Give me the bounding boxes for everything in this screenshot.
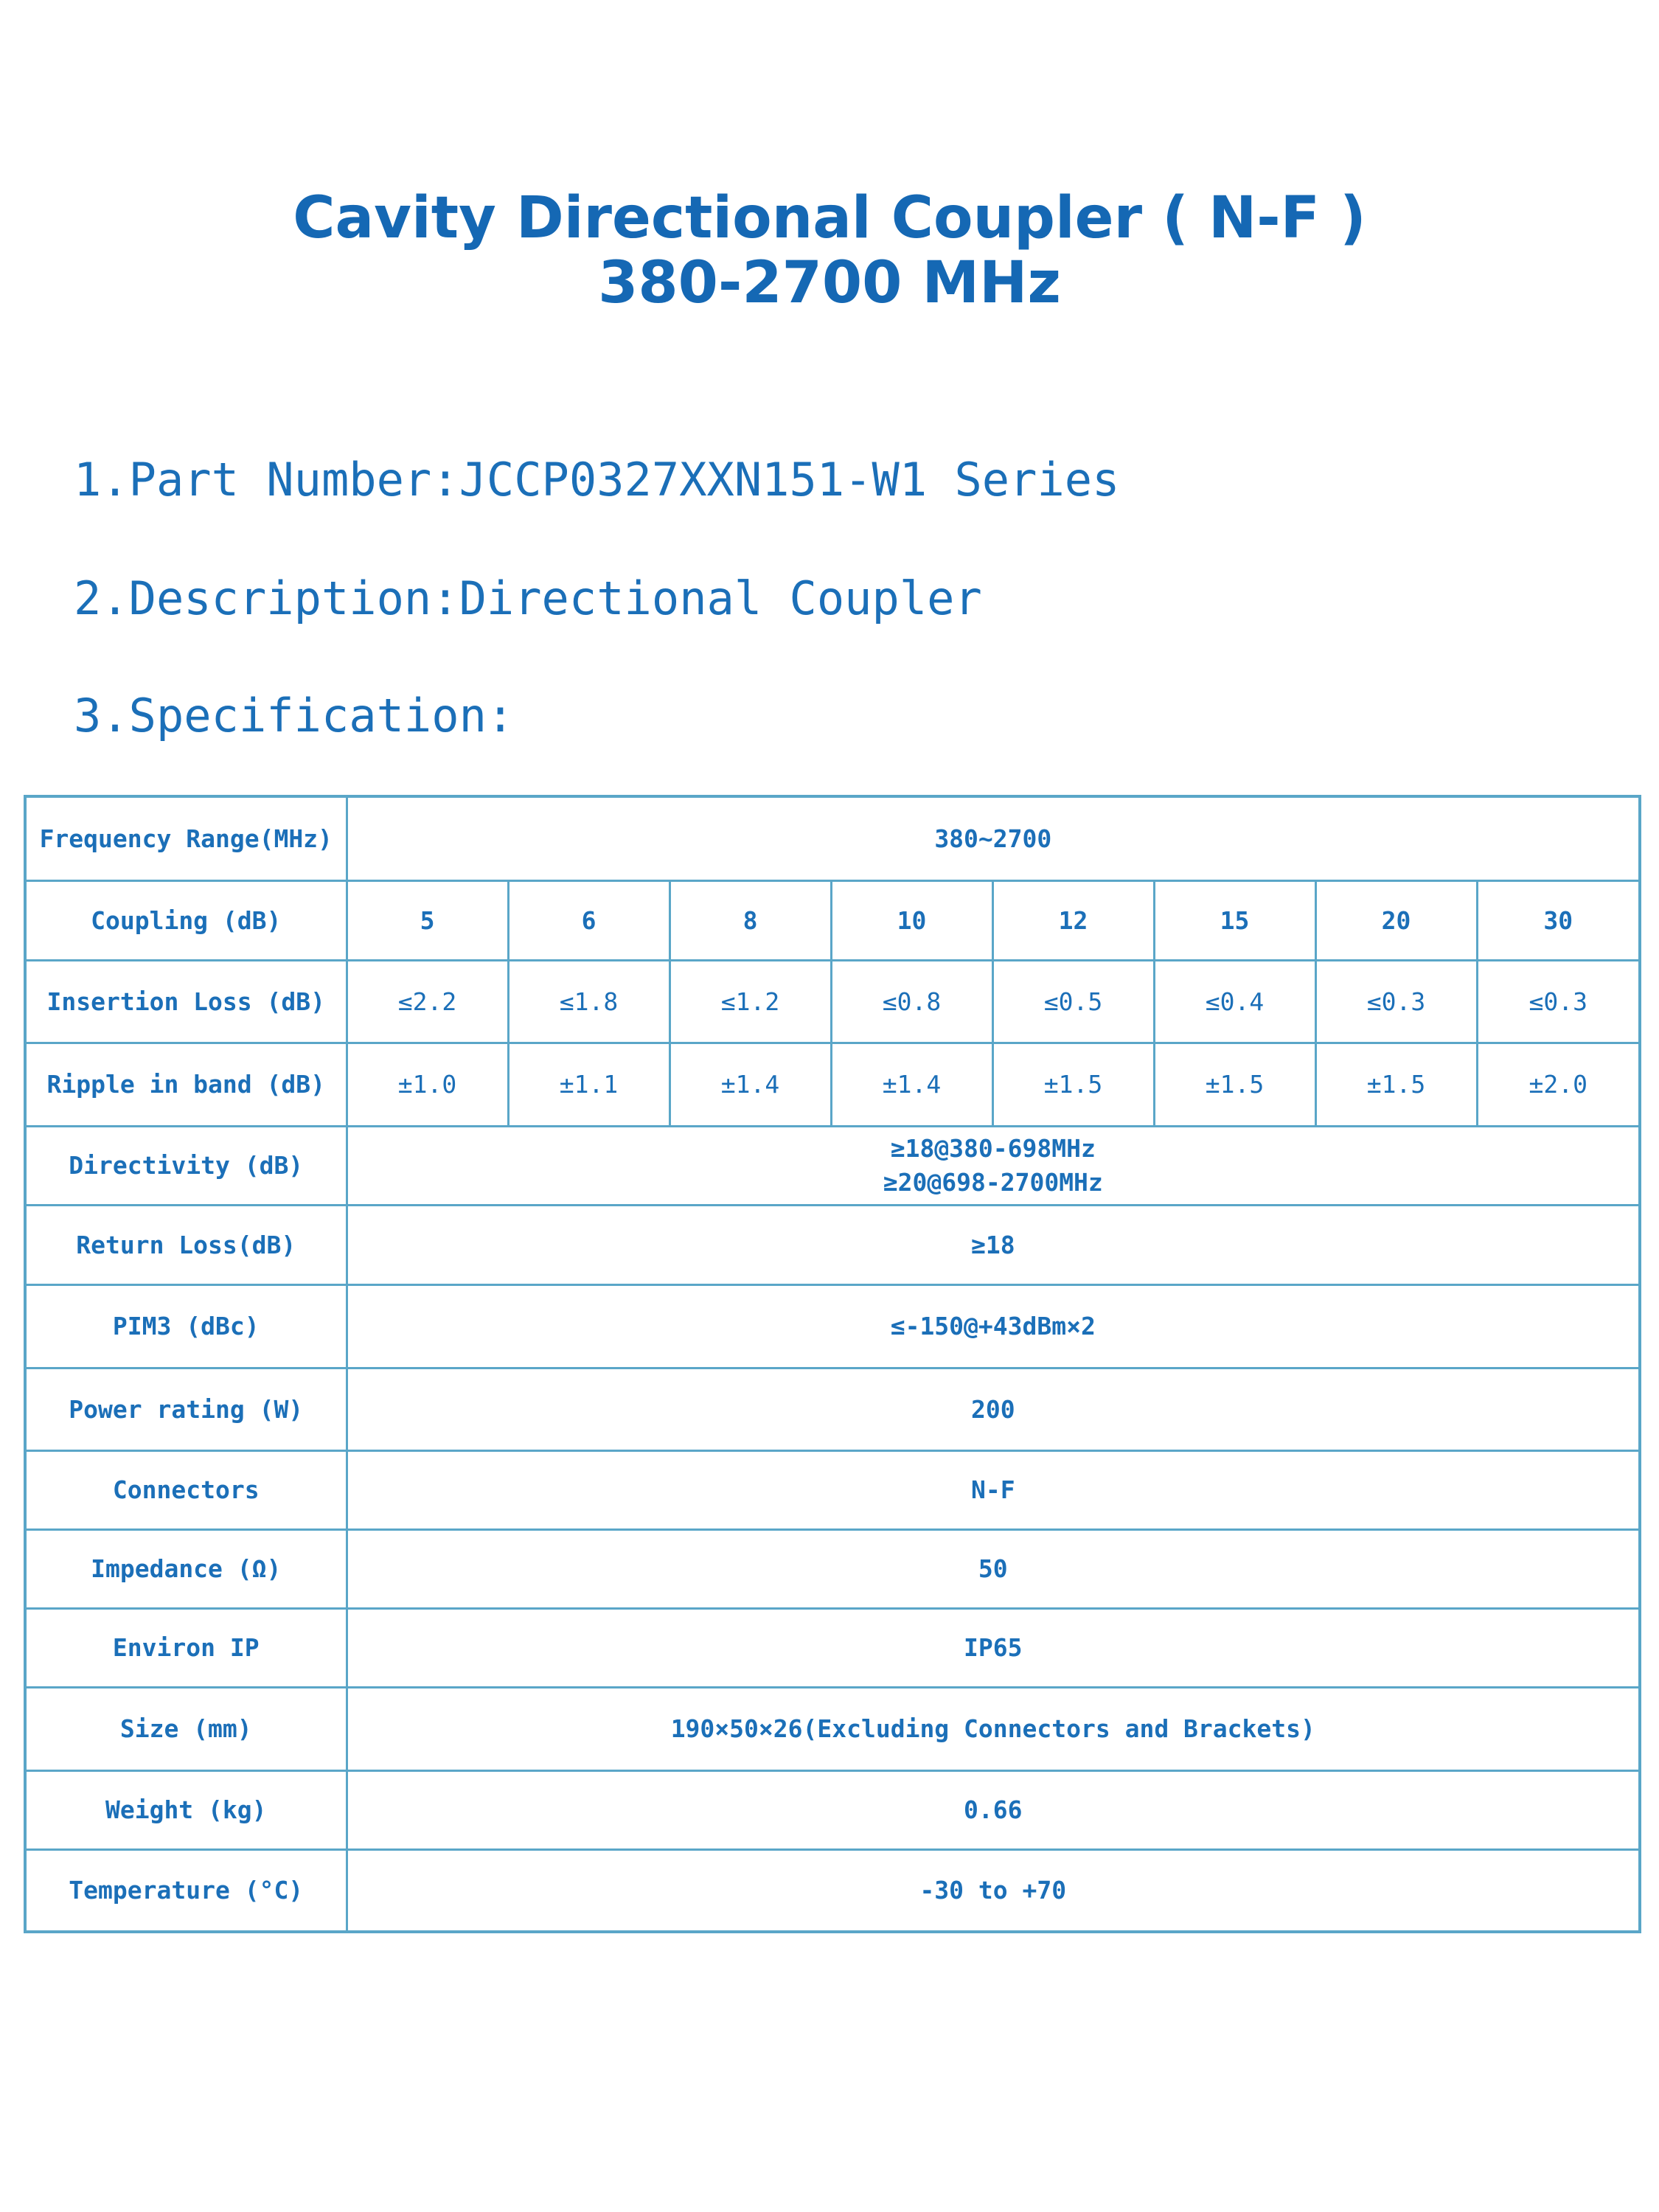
label-insertion-loss: Insertion Loss (dB) — [25, 960, 347, 1043]
value-coupling: 12 — [992, 880, 1154, 960]
value-ripple: ±1.4 — [669, 1043, 831, 1126]
value-environ-ip: IP65 — [347, 1608, 1640, 1687]
label-frequency-range: Frequency Range(MHz) — [25, 796, 347, 880]
section-part-number: 1.Part Number:JCCP0327XXN151-W1 Series — [74, 453, 1120, 507]
value-directivity — [347, 1126, 1640, 1205]
section-specification: 3.Specification: — [74, 689, 515, 742]
value-power-rating: 200 — [347, 1368, 1640, 1450]
label-connectors: Connectors — [25, 1450, 347, 1529]
section-description: 2.Description:Directional Coupler — [74, 571, 982, 625]
table-row-weight — [25, 1770, 1640, 1849]
value-connectors: N-F — [347, 1450, 1640, 1529]
value-coupling: 30 — [1477, 880, 1640, 960]
table-row-frequency-range — [25, 796, 1640, 880]
value-directivity-high-band: ≥20@698-2700MHz — [883, 1167, 1103, 1197]
label-environ-ip: Environ IP — [25, 1608, 347, 1687]
table-row-insertion-loss — [25, 960, 1640, 1043]
value-pim3: ≤-150@+43dBm×2 — [347, 1284, 1640, 1368]
table-row-connectors — [25, 1450, 1640, 1529]
table-row-environ-ip — [25, 1608, 1640, 1687]
value-insertion-loss: ≤1.8 — [508, 960, 669, 1043]
value-coupling: 6 — [508, 880, 669, 960]
value-insertion-loss: ≤0.4 — [1154, 960, 1315, 1043]
value-impedance: 50 — [347, 1529, 1640, 1608]
value-frequency-range: 380~2700 — [347, 796, 1640, 880]
value-coupling: 5 — [347, 880, 508, 960]
value-ripple: ±1.5 — [992, 1043, 1154, 1126]
document-title: Cavity Directional Coupler ( N-F ) — [293, 185, 1366, 251]
value-insertion-loss: ≤0.3 — [1315, 960, 1477, 1043]
value-ripple: ±1.5 — [1154, 1043, 1315, 1126]
label-coupling: Coupling (dB) — [25, 880, 347, 960]
value-directivity-low-band: ≥18@380-698MHz — [890, 1133, 1096, 1163]
label-size: Size (mm) — [25, 1687, 347, 1770]
label-weight: Weight (kg) — [25, 1770, 347, 1849]
label-temperature: Temperature (°C) — [25, 1849, 347, 1932]
label-return-loss: Return Loss(dB) — [25, 1205, 347, 1284]
value-temperature: -30 to +70 — [347, 1849, 1640, 1932]
value-ripple: ±1.4 — [831, 1043, 992, 1126]
value-coupling: 15 — [1154, 880, 1315, 960]
value-insertion-loss: ≤0.3 — [1477, 960, 1640, 1043]
value-coupling: 20 — [1315, 880, 1477, 960]
value-insertion-loss: ≤2.2 — [347, 960, 508, 1043]
value-ripple: ±1.0 — [347, 1043, 508, 1126]
label-pim3: PIM3 (dBc) — [25, 1284, 347, 1368]
value-return-loss: ≥18 — [347, 1205, 1640, 1284]
table-row-impedance — [25, 1529, 1640, 1608]
value-coupling: 8 — [669, 880, 831, 960]
table-row-size — [25, 1687, 1640, 1770]
label-ripple: Ripple in band (dB) — [25, 1043, 347, 1126]
table-row-ripple — [25, 1043, 1640, 1126]
value-insertion-loss: ≤0.8 — [831, 960, 992, 1043]
label-power-rating: Power rating (W) — [25, 1368, 347, 1450]
table-row-directivity — [25, 1126, 1640, 1205]
value-insertion-loss: ≤0.5 — [992, 960, 1154, 1043]
value-weight: 0.66 — [347, 1770, 1640, 1849]
specification-table — [24, 795, 1641, 1933]
table-row-coupling — [25, 880, 1640, 960]
label-impedance: Impedance (Ω) — [25, 1529, 347, 1608]
value-insertion-loss: ≤1.2 — [669, 960, 831, 1043]
table-row-temperature — [25, 1849, 1640, 1932]
value-ripple: ±1.5 — [1315, 1043, 1477, 1126]
value-ripple: ±1.1 — [508, 1043, 669, 1126]
value-ripple: ±2.0 — [1477, 1043, 1640, 1126]
document-subtitle-frequency: 380-2700 MHz — [598, 250, 1061, 316]
value-coupling: 10 — [831, 880, 992, 960]
table-row-return-loss — [25, 1205, 1640, 1284]
table-row-pim3 — [25, 1284, 1640, 1368]
table-row-power-rating — [25, 1368, 1640, 1450]
value-size: 190×50×26(Excluding Connectors and Brackets) — [347, 1687, 1640, 1770]
label-directivity: Directivity (dB) — [25, 1126, 347, 1205]
